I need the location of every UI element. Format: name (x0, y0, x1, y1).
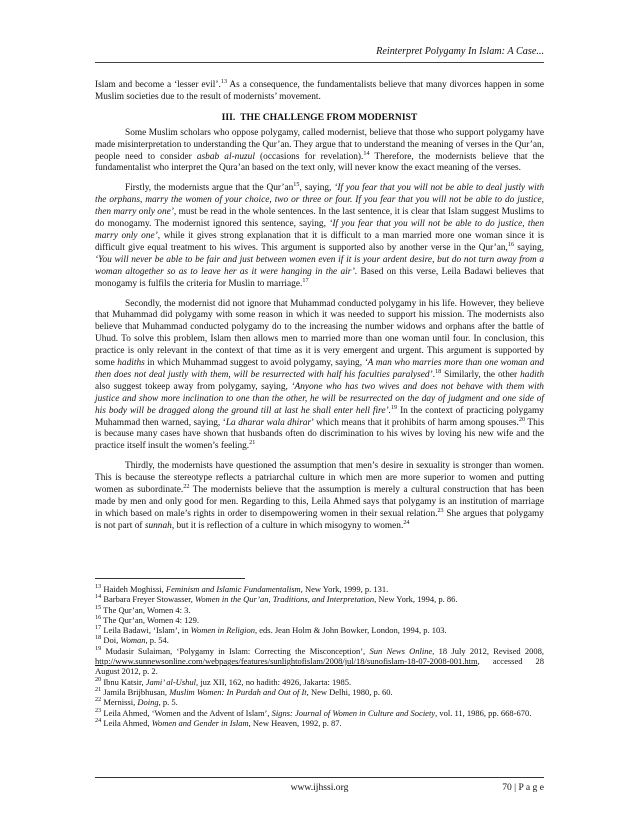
paragraph-secondly: Secondly, the modernist did not ignore that Muhammad conducted polygamy in his life. However, they believe that Muhammad did polygamy with some reason in which it was needed to support his mission. The modernists also believe that Muhammad conducted polygamy do to the increasing the number widows and orphans after the battle of Uhud. To solve this problem, Islam then allows men to married more than one woman until four. In conclusion, this practice is only relevant in the context of that time as it is very emergent and urgent. This argument is supported by some hadiths in which Muhammad suggest to avoid polygamy, saying, ‘A man who marries more than one woman and then does not deal justly with them, will be resurrected with half his faculties paralysed’.$^{18}$ Similarly, the other hadith also suggest tokeep away from polygamy, saying, ‘Anyone who has two wives and does not behave with them with justice and show more inclination to one than the other, he will be resurrected on the day of judgment and one side of his body will be dragged along the ground till at last he shall enter hell fire’.$^{19}$ In the context of practicing polygamy Muhammad then warned, saying, ‘La dharar wala dhirar’ which means that it prohibits of harm among spouses.$^{20}$ This is because many cases have shown that husbands often do discrimination to his wives by loving his new wife and the practice itself insult the women’s feeling.$^{21}$ (95, 298, 545, 452)
footer-rule (95, 777, 544, 778)
footnote-ref[interactable]: 18 (435, 367, 442, 375)
footnote-15: $^{15}$ The Qur’an, Women 4: 3. (95, 603, 191, 615)
footnote-ref[interactable]: 15 (293, 181, 300, 189)
paragraph-continued: Islam and become a ‘lesser evil’.$^{13}$ As a consequence, the fundamentalists believe that many divorces happen in some Muslim societies due to the result of modernists’ movement. (95, 77, 544, 102)
footnote-19: $^{19}$ Mudasir Sulaiman, ‘Polygamy in Islam: Correcting the Misconception’, Sun News Online, 18 July 2012, Revised 2008, http://www.sunnewsonline.com/webpages/features/sunlightofislam/2008/jul/18/sunofislam-18-07-2008-001.htm, accessed 28 August 2012, p. 2. (95, 644, 544, 677)
footnote-ref[interactable]: 22 (183, 482, 190, 490)
running-header: Reinterpret Polygamy In Islam: A Case... (376, 46, 544, 57)
footnote-14: $^{14}$ Barbara Freyer Stowasser, Women in the Qur’an, Traditions, and Interpretation, New York, 1994, p. 86. (95, 593, 458, 605)
footnote-16: $^{16}$ The Qur’an, Women 4: 129. (95, 614, 199, 625)
footnote-17: $^{17}$ Leila Badawi, ‘Islam’, in Women in Religion, eds. Jean Holm & John Bowker, London, 1994, p. 103. (95, 624, 447, 636)
footnote-link[interactable]: http://www.sunnewsonline.com/webpages/features/sunlightofislam/2008/jul/18/sunofislam-18-07-2008-001.htm (95, 656, 478, 667)
footnote-ref[interactable]: 20 (518, 415, 526, 423)
footnote-ref[interactable]: 13 (220, 77, 228, 85)
footer-website: www.ijhssi.org (290, 782, 349, 793)
footnote-ref[interactable]: 16 (507, 240, 515, 248)
page-number: 70 | P a g e (502, 782, 544, 793)
footnote-ref[interactable]: 14 (363, 149, 370, 157)
footnote-23: $^{23}$ Leila Ahmed, ‘Women and the Advent of Islam’, Signs: Journal of Women in Culture and Society, vol. 11, 1986, pp. 668-670. (95, 706, 532, 718)
footnote-ref[interactable]: 23 (437, 506, 444, 514)
footnote-ref[interactable]: 24 (403, 518, 410, 526)
footnotes (95, 584, 544, 728)
footnote-24: $^{24}$ Leila Ahmed, Women and Gender in Islam, New Heaven, 1992, p. 87. (95, 717, 342, 728)
section-title: THE CHALLENGE FROM MODERNIST (240, 111, 418, 123)
footnote-18: $^{18}$ Doi, Woman, p. 54. (95, 634, 169, 646)
footnote-ref[interactable]: 17 (302, 276, 309, 284)
footnote-separator (95, 578, 245, 579)
footnote-13: $^{13}$ Haideh Moghissi, Feminism and Islamic Fundamentalism, New York, 1999, p. 131. (95, 583, 389, 594)
header-rule (95, 62, 544, 63)
paragraph-thirdly: Thirdly, the modernists have questioned the assumption that men’s desire in sexuality is stronger than women. This is because the stereotype reflects a patriarchal culture in which men are more superior to women and putting women as subordinate.$^{22}$ The modernists believe that the assumption is merely a cultural construction that has been made by men and only good for men. Regarding to this, Leila Ahmed says that polygamy is an institution of marriage in which based on male’s rights in order to disempowering women in their sexual relation.$^{23}$ She argues that polygamy is not part of sunnah, but it is reflection of a culture in which misogyny to women.$^{24}$ (95, 461, 544, 531)
page-footer (95, 782, 544, 796)
footnote-20: $^{20}$ Ibnu Katsir, Jami’ al-Ushul, juz XII, 162, no hadith: 4926, Jakarta: 1985. (95, 675, 352, 687)
footnote-ref[interactable]: 21 (249, 439, 256, 447)
footnote-21: $^{21}$ Jamila Brijbhusan, Muslim Women: In Purdah and Out of It, New Delhi, 1980, p. 60. (95, 686, 393, 697)
body-text (95, 77, 545, 541)
paragraph-modernist-intro: Some Muslim scholars who oppose polygamy, called modernist, believe that those who support polygamy have made misinterpretation to understanding the Qur’an. They argue that to understand the meaning of verses in the Qur’an, people need to consider asbab al-nuzul (occasions for revelation).$^{14}$ Therefore, the modernists believe that the fundamentalist who interpret the Qura’an based on the text only, will never know the exact meaning of the verses. (95, 127, 545, 174)
footnote-22: $^{22}$ Mernissi, Doing, p. 5. (95, 696, 178, 708)
paragraph-firstly: Firstly, the modernists argue that the $Qur’an^{15}$, saying, ‘If you fear that you will not be able to deal justly with the orphans, marry the women of your choice, two or three or four. If you fear that you will not be able to do justice, then marry only one’, must be read in the whole sentences. In the last sentence, it is clear that Islam suggest Muslims to do monogamy. The modernist ignored this sentence, saying, ‘If you fear that you will not be able to do justice, then marry only one’, while it gives strong explanation that it is difficult to a man married more one woman since it is difficult give equal treatment to his wives. This argument is supported also by another verse in the Qur’an,$^{16}$ saying, ‘You will never be able to be fair and just between women even if it is your ardent desire, but do not turn away from a woman altogether so as to leave her as it were hanging in the air’. Based on this verse, Leila Badawi believes that monogamy is fulfils the criteria for Muslin to marriage.$^{17}$ (95, 181, 544, 289)
section-number: III. (221, 111, 236, 123)
footnote-ref[interactable]: 19 (390, 403, 398, 411)
section-heading (95, 112, 544, 124)
